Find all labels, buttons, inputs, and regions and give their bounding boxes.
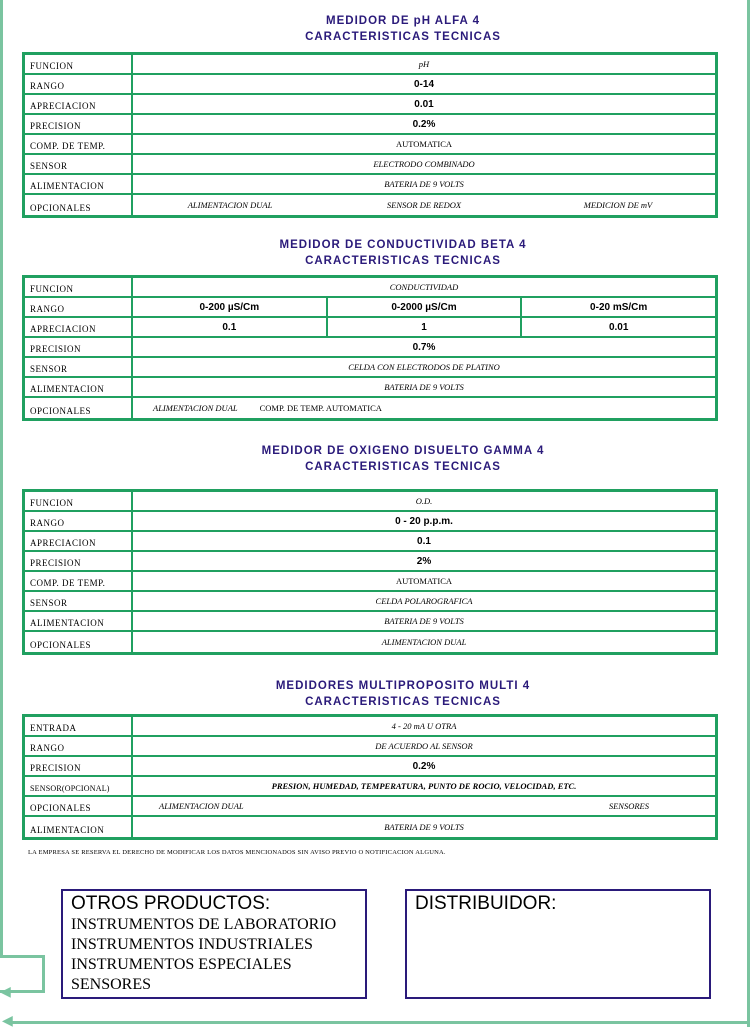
option-value: ALIMENTACION DUAL [153, 403, 238, 413]
table-row [25, 195, 715, 215]
option-value: SENSORES [608, 801, 649, 811]
row-value: O.D. [415, 496, 433, 506]
row-value: 0.2% [412, 118, 436, 130]
option-value: ALIMENTACION DUAL [159, 801, 244, 811]
row-label: RANGO [25, 737, 133, 755]
row-label: ENTRADA [25, 717, 133, 735]
row-value: 0.1 [417, 535, 431, 547]
option-value: MEDICION DE mV [583, 200, 653, 210]
row-value: ELECTRODO COMBINADO [373, 159, 475, 169]
section4-title: MEDIDORES MULTIPROPOSITO MULTI 4 [275, 680, 531, 692]
row-label: OPCIONALES [25, 797, 133, 815]
section4-table [22, 714, 718, 840]
row-value: BATERIA DE 9 VOLTS [384, 616, 464, 626]
page-frame-bottom [10, 1021, 750, 1024]
table-row [25, 75, 715, 95]
section3-subtitle: CARACTERISTICAS TECNICAS [305, 461, 501, 473]
row-value: pH [418, 59, 430, 69]
row-value: 2% [416, 555, 432, 567]
row-value: BATERIA DE 9 VOLTS [384, 822, 464, 832]
row-label: RANGO [25, 298, 133, 316]
row-value: BATERIA DE 9 VOLTS [384, 179, 464, 189]
table-row [25, 55, 715, 75]
row-label: OPCIONALES [25, 632, 133, 652]
row-value: CELDA CON ELECTRODOS DE PLATINO [348, 362, 500, 372]
range-value: 0-2000 µS/Cm [328, 298, 523, 316]
resolution-value: 0.01 [608, 321, 629, 333]
row-label: ALIMENTACION [25, 817, 133, 837]
row-value: 0.7% [412, 341, 436, 353]
table-row [25, 632, 715, 652]
product-item: INSTRUMENTOS ESPECIALES [71, 956, 292, 973]
product-item: INSTRUMENTOS DE LABORATORIO [71, 916, 337, 933]
table-row [25, 318, 715, 338]
table-row [25, 817, 715, 837]
row-values [133, 298, 715, 316]
range-value: 0-20 mS/Cm [590, 301, 648, 313]
row-values [133, 398, 715, 418]
row-label: FUNCION [25, 278, 133, 296]
table-row [25, 612, 715, 632]
row-label: FUNCION [25, 492, 133, 510]
section2-subtitle: CARACTERISTICAS TECNICAS [305, 255, 501, 267]
row-value: BATERIA DE 9 VOLTS [384, 382, 464, 392]
arrow-left-icon: ◀ [2, 1013, 13, 1029]
section4-subtitle: CARACTERISTICAS TECNICAS [305, 696, 501, 708]
row-label: OPCIONALES [25, 398, 133, 418]
row-label: COMP. DE TEMP. [25, 572, 133, 590]
table-row [25, 552, 715, 572]
row-label: ALIMENTACION [25, 612, 133, 630]
table-row [25, 512, 715, 532]
section3-table [22, 489, 718, 655]
row-label: APRECIACION [25, 318, 133, 336]
table-row [25, 358, 715, 378]
row-label: ALIMENTACION [25, 175, 133, 193]
table-row [25, 777, 715, 797]
table-row [25, 737, 715, 757]
table-row [25, 532, 715, 552]
row-value: 4 - 20 mA U OTRA [391, 721, 457, 731]
distribuidor-box [405, 889, 711, 999]
row-value: ALIMENTACION DUAL [381, 637, 467, 647]
row-value: 0.2% [412, 760, 436, 772]
row-label: SENSOR [25, 155, 133, 173]
row-label: SENSOR [25, 592, 133, 610]
row-label: COMP. DE TEMP. [25, 135, 133, 153]
section3-title: MEDIDOR DE OXIGENO DISUELTO GAMMA 4 [261, 445, 545, 457]
row-values [133, 797, 715, 815]
table-row [25, 338, 715, 358]
table-row [25, 398, 715, 418]
section1-table [22, 52, 718, 218]
row-values [133, 318, 715, 336]
table-row [25, 175, 715, 195]
row-label: PRECISION [25, 338, 133, 356]
row-label: RANGO [25, 512, 133, 530]
table-row [25, 592, 715, 612]
table-row [25, 797, 715, 817]
option-value: COMP. DE TEMP. AUTOMATICA [259, 403, 382, 413]
row-label: APRECIACION [25, 532, 133, 550]
distribuidor-title: DISTRIBUIDOR: [415, 893, 557, 914]
table-row [25, 378, 715, 398]
otros-productos-box [61, 889, 367, 999]
range-value: 0-200 µS/Cm [133, 298, 328, 316]
disclaimer-text: LA EMPRESA SE RESERVA EL DERECHO DE MODIFICAR LOS DATOS MENCIONADOS SIN AVISO PREVIO O NOTIFICACION ALGUNA. [28, 849, 446, 856]
table-row [25, 492, 715, 512]
row-label: RANGO [25, 75, 133, 93]
page-frame-left [0, 0, 3, 958]
row-label: SENSOR [25, 358, 133, 376]
otros-productos-title: OTROS PRODUCTOS: [71, 893, 271, 914]
row-value: CELDA POLAROGRAFICA [375, 596, 473, 606]
row-values [133, 195, 715, 215]
row-label: PRECISION [25, 757, 133, 775]
arrow-left-icon: ◀ [0, 984, 11, 1000]
table-row [25, 135, 715, 155]
row-value: DE ACUERDO AL SENSOR [375, 741, 473, 751]
row-value: AUTOMATICA [395, 576, 453, 586]
row-value: CONDUCTIVIDAD [389, 282, 459, 292]
row-label: PRECISION [25, 552, 133, 570]
option-value: ALIMENTACION DUAL [187, 200, 273, 210]
section1-subtitle: CARACTERISTICAS TECNICAS [305, 31, 501, 43]
table-row [25, 757, 715, 777]
row-value: 0-14 [413, 78, 434, 90]
row-value: 0.01 [414, 98, 434, 110]
table-row [25, 572, 715, 592]
row-value: 0 - 20 p.p.m. [395, 515, 453, 527]
table-row [25, 155, 715, 175]
resolution-value: 1 [328, 318, 523, 336]
option-value: SENSOR DE REDOX [386, 200, 462, 210]
row-value: PRESION, HUMEDAD, TEMPERATURA, PUNTO DE ROCIO, VELOCIDAD, ETC. [271, 781, 577, 791]
section2-title: MEDIDOR DE CONDUCTIVIDAD BETA 4 [279, 239, 527, 251]
row-value: AUTOMATICA [395, 139, 453, 149]
table-row [25, 95, 715, 115]
table-row [25, 298, 715, 318]
row-label: FUNCION [25, 55, 133, 73]
row-label: SENSOR(OPCIONAL) [25, 777, 133, 795]
table-row [25, 278, 715, 298]
resolution-value: 0.1 [133, 318, 328, 336]
section2-table [22, 275, 718, 421]
row-label: OPCIONALES [25, 195, 133, 215]
product-item: SENSORES [71, 976, 152, 993]
row-label: ALIMENTACION [25, 378, 133, 396]
row-label: PRECISION [25, 115, 133, 133]
row-label: APRECIACION [25, 95, 133, 113]
table-row [25, 115, 715, 135]
section1-title: MEDIDOR DE pH ALFA 4 [326, 15, 480, 27]
product-item: INSTRUMENTOS INDUSTRIALES [71, 936, 313, 953]
table-row [25, 717, 715, 737]
